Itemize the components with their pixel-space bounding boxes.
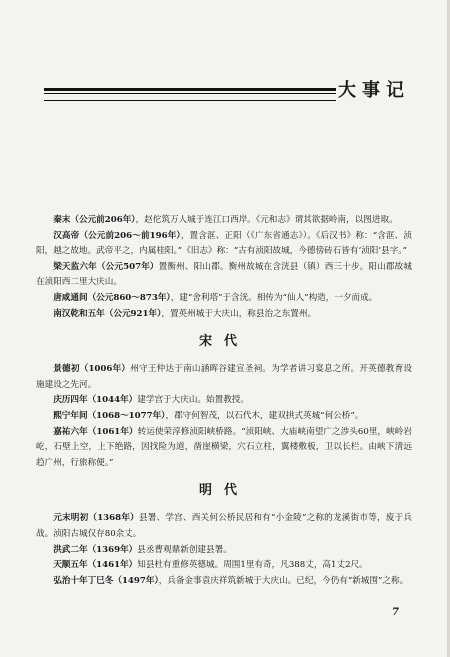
- entry-date: 南汉乾和五年（公元921年）: [53, 308, 162, 319]
- section-early: [36, 213, 412, 322]
- entry-3: [36, 260, 412, 291]
- entry-text: 州守王仲达于南山涵晖谷建宣圣祠。为学者讲习宴息之所。开英德教育设施建设之先河。: [36, 364, 412, 390]
- header-rule: [44, 88, 336, 101]
- entry-text: ，置英州城于大庆山，称县治之东置州。: [161, 308, 317, 319]
- entry-date: 嘉祐六年（1061年）: [53, 426, 138, 437]
- entry-4: [36, 291, 412, 307]
- entry-text: ，赵佗筑万人城于连江口西岸。《元和志》谓其欲据岭南，以图进取。: [135, 215, 398, 225]
- entry-date: 熙宁年间（1068～1077年）: [53, 410, 166, 421]
- entry-text: 转运使荣淳修浈阳峡桥路。“浈阳峡、大庙峡南望广之涉头60里，峡岭岩屹，石壁上空，上下绝路，因找险为道，凿崖横梁，穴石立柱，翼楼敷板，卫以长栏。由峡下清远趋广州，行旅称便。”: [36, 426, 412, 468]
- entry-date: 弘治十年丁巳冬（1497年）: [53, 575, 159, 586]
- entry-date: 元末明初（1368年）: [53, 513, 139, 524]
- entry-text: ，郡守何智茂，以石代木，建双拱式英城“何公桥”。: [165, 410, 364, 421]
- entry-text: ，置含洭、正阳（《广东省通志》）。《后汉书》称：“含洭、浈阳，越之故地。武帝平之，内属桂阳。”《旧志》称：“古有浈阳故城，今德傍砖石皆有‘浈阳’县字。”: [36, 230, 412, 257]
- entry-text: ，建“舍利塔”于含洸。相传为“仙人”构造，一夕而成。: [170, 292, 378, 303]
- page-title: 大事记: [338, 80, 410, 101]
- entry-4: [36, 574, 412, 590]
- section-heading: 明代: [198, 483, 249, 499]
- entry-5: [36, 307, 412, 323]
- section-ming: [36, 471, 412, 589]
- section-song: [36, 322, 412, 471]
- entry-text: 建学宫于大庆山。始置教授。: [137, 395, 249, 406]
- entry-3: [36, 558, 412, 574]
- entry-text: ，兵备金事袁庆祥筑新城于大庆山。已纪，今仍有“新城围”之称。: [158, 575, 409, 586]
- entry-date: 汉高帝（公元前206～前196年）: [53, 230, 181, 241]
- entry-4: [36, 425, 412, 472]
- entry-date: 秦末（公元前206年）: [53, 215, 136, 225]
- entry-1: [36, 213, 412, 229]
- entry-date: 洪武二年（1369年）: [53, 544, 138, 555]
- entry-date: 天顺五年（1461年）: [53, 560, 138, 571]
- entry-1: [36, 511, 412, 542]
- entry-text: 县署、学宫、西关何公桥民居和有“小金陵”之称的龙溪街市等，废于兵战。浈阳古城仅存80余丈。: [36, 513, 412, 539]
- entry-1: [36, 362, 412, 393]
- entry-2: [36, 543, 412, 559]
- entry-text: 置衡州、阳山郡。衡州故城在含洸县（镇）西三十步。阳山郡故城在浈阳西二里大庆山。: [36, 261, 412, 288]
- entry-text: 县丞曹观鼎新创建县署。: [137, 544, 232, 555]
- entry-text: 知县杜有重修英德城。周围1里有奇，凡388丈，高1丈2尺。: [137, 560, 368, 571]
- entry-3: [36, 409, 412, 425]
- entry-2: [36, 393, 412, 409]
- page-number: 7: [392, 607, 399, 618]
- chronicle-body: [36, 213, 412, 589]
- entry-date: 唐咸通间（公元860～873年）: [53, 292, 171, 303]
- entry-2: [36, 229, 412, 260]
- section-heading: 宋代: [198, 334, 249, 350]
- entry-date: 庆历四年（1044年）: [53, 395, 138, 406]
- entry-date: 梁天监六年（公元507年）: [53, 261, 159, 272]
- entry-date: 景德初（1006年）: [53, 364, 131, 375]
